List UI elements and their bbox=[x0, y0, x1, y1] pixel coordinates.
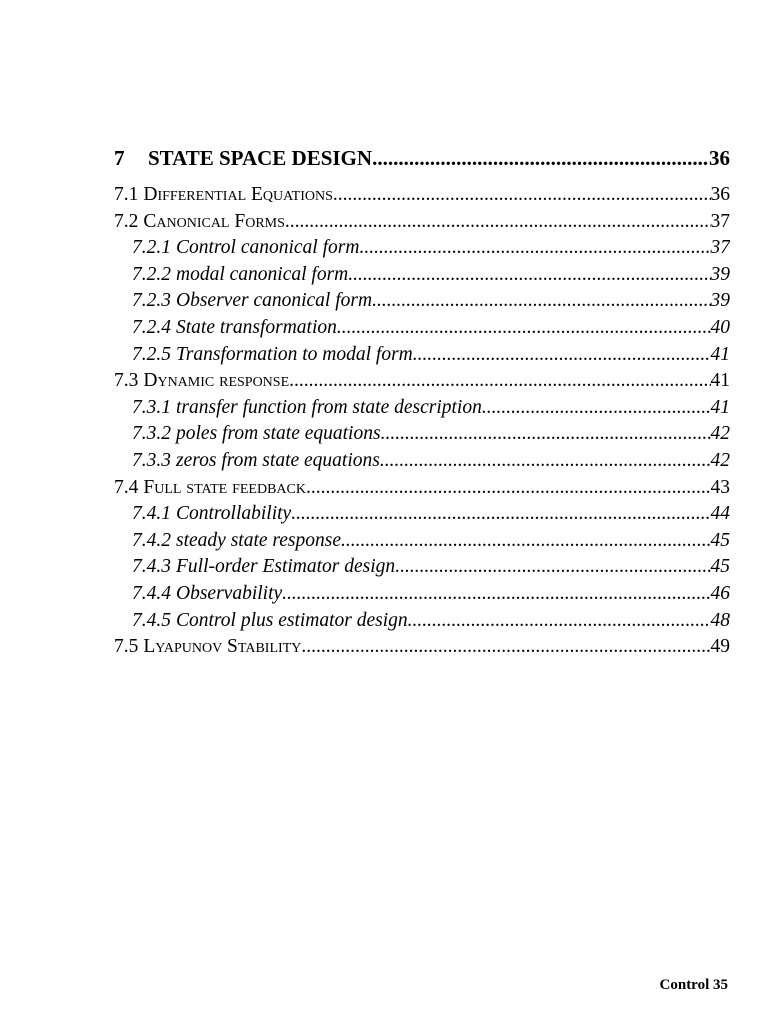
toc-page: 36 bbox=[709, 146, 730, 170]
toc-title: steady state response bbox=[176, 529, 341, 551]
toc-number: 7.4.5 bbox=[132, 609, 171, 631]
toc-section-7-1[interactable] bbox=[114, 182, 730, 209]
toc-number: 7.3.3 bbox=[132, 449, 171, 471]
dot-leader bbox=[301, 634, 710, 661]
toc-page: 41 bbox=[710, 370, 730, 392]
dot-leader bbox=[395, 554, 710, 581]
dot-leader bbox=[289, 368, 710, 395]
toc-title: Transformation to modal form bbox=[176, 343, 413, 365]
toc-title: STATE SPACE DESIGN bbox=[148, 146, 373, 170]
toc-number: 7.4.4 bbox=[132, 582, 171, 604]
toc-section-7-2[interactable] bbox=[114, 209, 730, 236]
toc-number: 7.1 bbox=[114, 184, 139, 205]
toc-number: 7 bbox=[114, 146, 125, 170]
toc-subsection-7-3-2[interactable] bbox=[114, 421, 730, 448]
dot-leader bbox=[372, 288, 710, 315]
toc-subsection-7-2-1[interactable] bbox=[114, 235, 730, 262]
table-of-contents bbox=[114, 142, 730, 661]
dot-leader bbox=[413, 342, 711, 369]
toc-subsection-7-4-4[interactable] bbox=[114, 581, 730, 608]
toc-title: Lyapunov Stability bbox=[143, 636, 302, 658]
toc-number: 7.4.1 bbox=[132, 503, 171, 525]
toc-number: 7.3.1 bbox=[132, 396, 171, 418]
dot-leader bbox=[291, 501, 710, 528]
dot-leader bbox=[482, 395, 711, 422]
toc-page: 41 bbox=[710, 396, 730, 418]
toc-title: Control canonical form bbox=[176, 237, 360, 259]
dot-leader bbox=[408, 608, 711, 635]
toc-page: 48 bbox=[710, 609, 730, 631]
toc-title: zeros from state equations bbox=[176, 449, 380, 471]
toc-subsection-7-2-3[interactable] bbox=[114, 288, 730, 315]
toc-page: 37 bbox=[710, 210, 730, 232]
toc-number: 7.3 bbox=[114, 370, 139, 392]
toc-number: 7.2.1 bbox=[132, 237, 171, 259]
toc-title: transfer function from state description bbox=[176, 396, 482, 418]
toc-title: Full-order Estimator design bbox=[176, 556, 396, 578]
dot-leader bbox=[282, 581, 710, 608]
dot-leader bbox=[333, 182, 711, 209]
toc-number: 7.4.2 bbox=[132, 529, 171, 551]
dot-leader bbox=[381, 421, 711, 448]
dot-leader bbox=[341, 528, 711, 555]
toc-title: Differential Equations bbox=[143, 184, 333, 205]
toc-page: 41 bbox=[710, 343, 730, 365]
toc-title: Dynamic response bbox=[143, 370, 290, 392]
dot-leader bbox=[372, 142, 709, 174]
toc-title: Observer canonical form bbox=[176, 290, 373, 312]
toc-number: 7.2.2 bbox=[132, 263, 171, 285]
toc-title: Full state feedback bbox=[143, 476, 306, 498]
dot-leader bbox=[306, 475, 711, 502]
toc-page: 45 bbox=[710, 556, 730, 578]
toc-page: 37 bbox=[710, 237, 730, 259]
dot-leader bbox=[285, 209, 711, 236]
toc-subsection-7-2-4[interactable] bbox=[114, 315, 730, 342]
toc-title: State transformation bbox=[176, 316, 337, 338]
page-footer: Control 35 bbox=[659, 977, 728, 993]
toc-section-7-3[interactable] bbox=[114, 368, 730, 395]
toc-number: 7.4 bbox=[114, 476, 139, 498]
toc-number: 7.3.2 bbox=[132, 423, 171, 445]
dot-leader bbox=[359, 235, 710, 262]
toc-page: 45 bbox=[710, 529, 730, 551]
toc-page: 39 bbox=[710, 263, 730, 285]
toc-page: 43 bbox=[710, 476, 730, 498]
toc-page: 40 bbox=[710, 316, 730, 338]
dot-leader bbox=[348, 262, 710, 289]
toc-title: Control plus estimator design bbox=[176, 609, 408, 631]
toc-subsection-7-3-1[interactable] bbox=[114, 395, 730, 422]
toc-chapter-7[interactable] bbox=[114, 142, 730, 174]
toc-subsection-7-4-1[interactable] bbox=[114, 501, 730, 528]
toc-subsection-7-4-3[interactable] bbox=[114, 554, 730, 581]
toc-number: 7.5 bbox=[114, 636, 139, 658]
toc-section-7-4[interactable] bbox=[114, 475, 730, 502]
toc-number: 7.2.5 bbox=[132, 343, 171, 365]
toc-page: 49 bbox=[710, 636, 730, 658]
toc-title: poles from state equations bbox=[176, 423, 381, 445]
toc-title: Canonical Forms bbox=[143, 210, 285, 232]
toc-page: 39 bbox=[710, 290, 730, 312]
toc-number: 7.2.3 bbox=[132, 290, 171, 312]
toc-page: 36 bbox=[710, 184, 730, 205]
toc-subsection-7-2-2[interactable] bbox=[114, 262, 730, 289]
toc-subsection-7-4-5[interactable] bbox=[114, 608, 730, 635]
dot-leader bbox=[380, 448, 711, 475]
toc-subsection-7-2-5[interactable] bbox=[114, 342, 730, 369]
toc-section-7-5[interactable] bbox=[114, 634, 730, 661]
toc-subsection-7-4-2[interactable] bbox=[114, 528, 730, 555]
toc-number: 7.2.4 bbox=[132, 316, 171, 338]
toc-page: 42 bbox=[710, 423, 730, 445]
toc-subsection-7-3-3[interactable] bbox=[114, 448, 730, 475]
toc-title: modal canonical form bbox=[176, 263, 349, 285]
dot-leader bbox=[337, 315, 711, 342]
toc-page: 46 bbox=[710, 582, 730, 604]
toc-title: Controllability bbox=[176, 503, 292, 525]
toc-page: 44 bbox=[710, 503, 730, 525]
toc-number: 7.2 bbox=[114, 210, 139, 232]
toc-page: 42 bbox=[710, 449, 730, 471]
toc-title: Observability bbox=[176, 582, 283, 604]
toc-number: 7.4.3 bbox=[132, 556, 171, 578]
